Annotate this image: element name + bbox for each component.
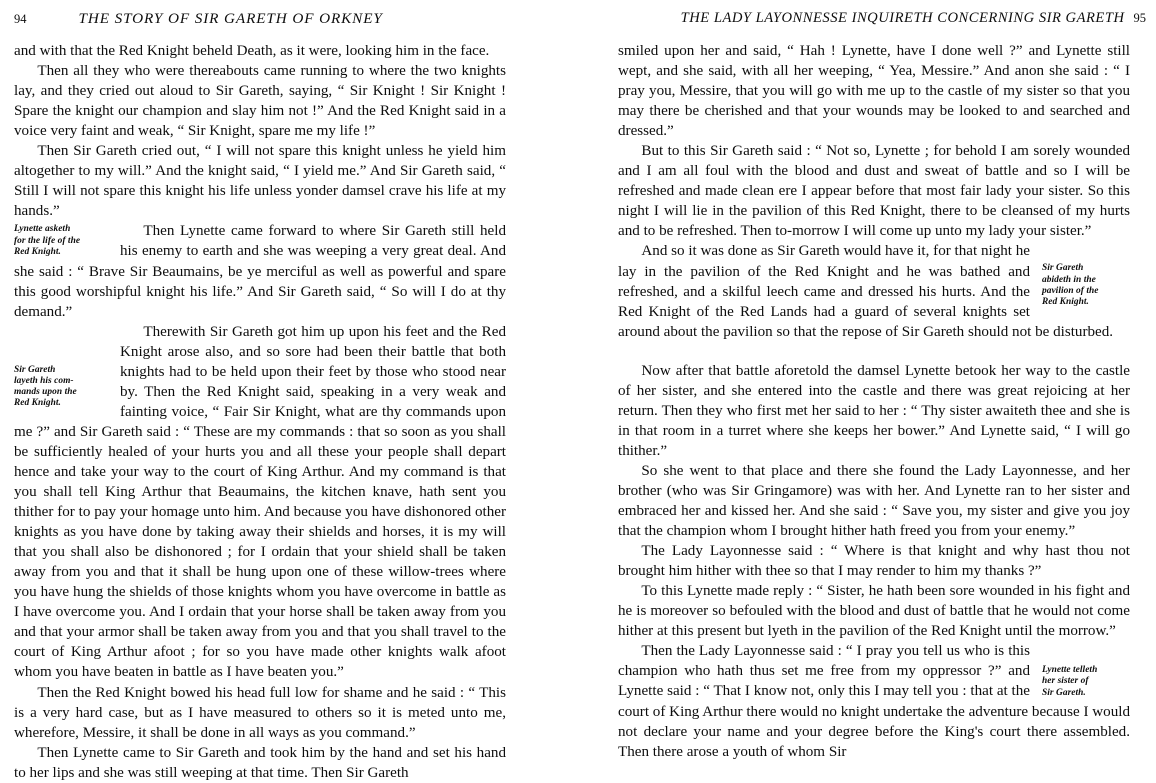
paragraph: Then Lynette came to Sir Gareth and took him by the hand and set his hand to her lips and she was still weeping at that time. Then Sir Gareth [14, 744, 506, 781]
gloss-line: her sister of [1042, 676, 1089, 687]
paragraph: and with that the Red Knight beheld Death, as it were, looking him in the face. [14, 43, 490, 59]
gloss-line: pavilion of the [1042, 285, 1099, 296]
right-running-title: THE LADY LAYONNESSE INQUIRETH CONCERNING SIR GARETH [680, 10, 1125, 26]
paragraph: Then all they who were thereabouts came running to where the two knights lay, and they cried out aloud to Sir Gareth, saying, “ Sir Knight ! Sir Knight ! Spare the knight our champion and slay him not !” And the Red Knight said in a voice very faint and weak, “ Sir Knight, spare me my life !” [14, 63, 506, 140]
gloss-line: abideth in the [1042, 274, 1096, 285]
paragraph: Then the Red Knight bowed his head full low for shame and he said : “ This is a very hard case, but as I have measured to others so it is meted unto me, wherefore, Messire, it shall be done in all ways as you command.” [14, 684, 506, 741]
gloss-line: Sir Gareth [14, 364, 56, 375]
gloss-line: Sir Gareth [1042, 263, 1084, 274]
gloss-line: Lynette asketh [14, 224, 71, 235]
left-page [0, 0, 578, 781]
gloss-line: layeth his com- [14, 375, 74, 386]
paragraph: And so it was done as Sir Gareth would have it, for that night he lay in the pavilion of the Red Knight and he was bathed and refreshed, and a skilful leech came and dressed his hurts. And the Red Knight of the Red Lands had a guard of several knights set around about the pavilion so that the repose of Sir Gareth should not be disturbed. [618, 243, 1114, 340]
right-page-body [618, 41, 1130, 762]
left-folio-number: 94 [14, 12, 27, 26]
paragraph: smiled upon her and said, “ Hah ! Lynette, have I done well ?” and Lynette still wept, and she said, with all her weeping, “ Yea, Messire.” And anon she said : “ I pray you, Messire, that you will go with me up to the castle of my sister so that you may there be cherished and that your wounds may be looked to and searched and dressed.” [618, 43, 1130, 140]
paragraph: Now after that battle aforetold the damsel Lynette betook her way to the castle of her sister, and she entered into the castle and there was great rejoicing at her return. Then they who first met her said to her : “ Thy sister awaiteth thee and she is in that room in a turret where she keeps her bower.” And Lynette said, “ I will go thither.” [618, 362, 1130, 459]
paragraph: The Lady Layonnesse said : “ Where is that knight and why hast thou not brought him hither with thee so that I may render to him my thanks ?” [618, 543, 1130, 580]
gloss-line: mands upon the [14, 386, 77, 397]
left-page-body [14, 41, 506, 783]
marginal-gloss-sir-gareth-abideth [1042, 263, 1130, 307]
gloss-line: Red Knight. [1042, 296, 1089, 307]
gloss-line: Lynette telleth [1042, 665, 1098, 676]
marginal-gloss-sir-gareth-commands [14, 365, 110, 409]
gloss-line: Sir Gareth. [1042, 687, 1086, 698]
right-page [578, 0, 1156, 760]
right-folio-number: 95 [1133, 11, 1146, 25]
right-running-head [618, 10, 1148, 30]
gloss-line: Red Knight. [14, 397, 61, 408]
marginal-gloss-lynette-asketh [14, 224, 110, 257]
paragraph: Therewith Sir Gareth got him up upon his feet and the Red Knight arose also, and so sore had been their battle that both knights had to be held upon their feet by those who stood near by. Then the Red Knight said, speaking in a very weak and fainting voice, “ Fair Sir Knight, what are thy commands upon me ?” and Sir Gareth said : “ These are my commands : that so soon as you shall be sufficiently healed of your hurts you and all these your people shall depart hence and take your way to the court of King Arthur. And my command is that you shall tell King Arthur that Beaumains, the kitchen knave, hath sent you thither for to pay your homage unto him. And because you have dishonored other knights as you have done by taking away their shields and horses, it is my will that you shall also be dishonored ; for I ordain that your shield shall be taken away from you and that it shall be hung upon one of these willow-trees where you have hung the shields of those knights whom you have overcome in battle as I have overcome you. And I ordain that your horse shall be taken away from you and that your armor shall be taken away from you and that you shall travel to the court of King Arthur afoot ; for so you have made other knights walk afoot whom you have beaten in battle as I have beaten you.” [14, 323, 506, 681]
paragraph: Then the Lady Layonnesse said : “ I pray you tell us who is this champion who hath thus set me free from my oppressor ?” and Lynette said : “ That I know not, only this I may tell you : that at the court of King Arthur there would no knight undertake the adventure because I would not declare your name and your degree before the King's court there assembled. Then there arose a youth of whom Sir [618, 643, 1130, 760]
marginal-gloss-lynette-telleth [1042, 665, 1130, 698]
paragraph: To this Lynette made reply : “ Sister, he hath been sore wounded in his fight and he is moreover so befouled with the blood and dust of battle that he would not come hither at this present but lyeth in the pavilion of the Red Knight until the morrow.” [618, 583, 1130, 640]
paragraph: But to this Sir Gareth said : “ Not so, Lynette ; for behold I am sorely wounded and I am all foul with the blood and dust and sweat of battle and so I will be refreshed and made clean ere I appear before that most fair lady your sister. So this night I will lie in the pavilion of this Red Knight, there to be cleansed of my hurts and to be refreshed. Then to-morrow I will come up unto my lady your sister.” [618, 143, 1130, 240]
paragraph: So she went to that place and there she found the Lady Layonnesse, and her brother (who was Sir Gringamore) was with her. And Lynette ran to her sister and embraced her and kissed her. And she said : “ Save you, my sister and give you joy that the champion whom I brought hither hath freed you from your enemy.” [618, 462, 1130, 540]
paragraph: Then Lynette came forward to where Sir Gareth still held his enemy to earth and she was weeping a very great deal. And she said : “ Brave Sir Beaumains, be ye merciful as well as powerful and spare this good worshipful knight his life.” And Sir Gareth said, “ So will I do at thy demand.” [14, 223, 506, 320]
paragraph: Then Sir Gareth cried out, “ I will not spare this knight unless he yield him altogether to my will.” And the knight said, “ I yield me.” And Sir Gareth said, “ Still I will not spare this knight his life unless yonder damsel crave his life at my hands.” [14, 143, 506, 220]
left-running-head [14, 10, 568, 30]
left-running-title: THE STORY OF SIR GARETH OF ORKNEY [78, 10, 383, 27]
gloss-line: for the life of the [14, 235, 81, 246]
gloss-line: Red Knight. [14, 246, 61, 257]
